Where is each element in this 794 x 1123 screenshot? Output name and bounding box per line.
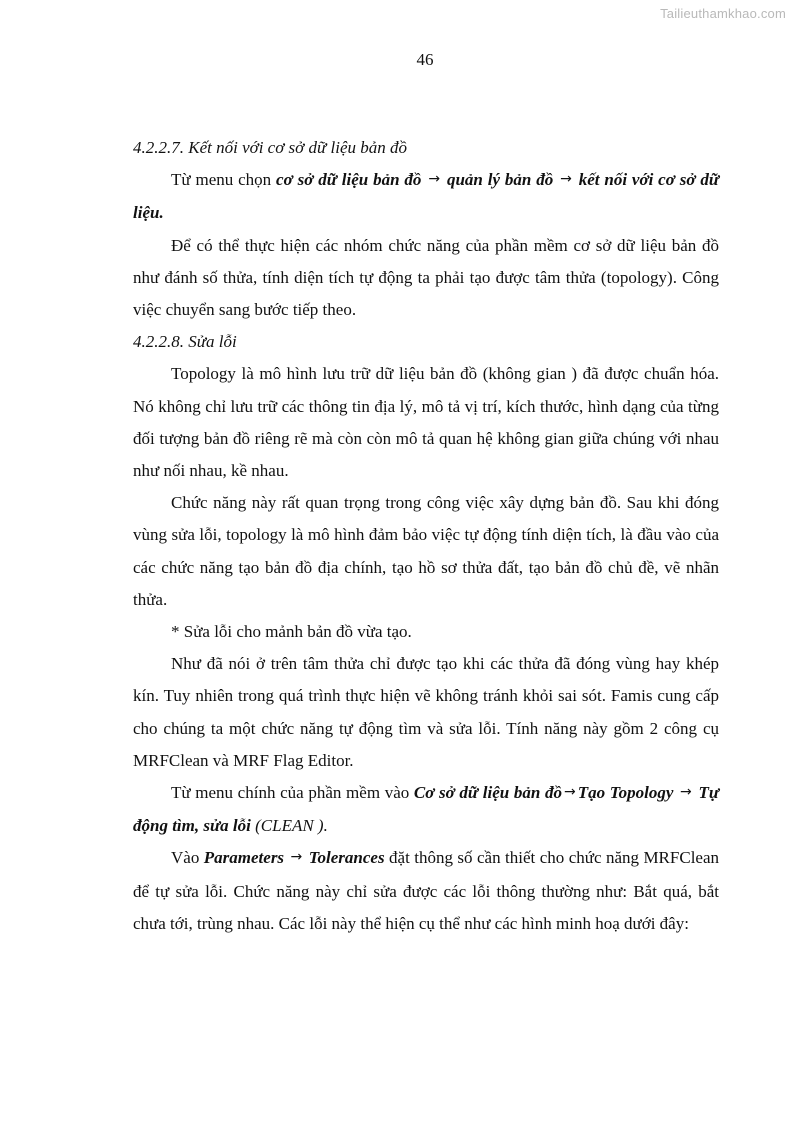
paragraph-famis-tools: Như đã nói ở trên tâm thửa chỉ được tạo khi các thửa đã đóng vùng hay khép kín. Tuy nhiên trong quá trình thực hiện vẽ không tránh khỏi sai sót. Famis cung cấp cho chúng ta một chức năng tự động tìm và sửa lỗi. Tính năng này gồm 2 công cụ MRFClean và MRF Flag Editor. [133, 654, 719, 770]
menu-path-item: cơ sở dữ liệu bản đồ [276, 170, 422, 190]
arrow-icon: → [290, 849, 303, 866]
menu-path-item: Parameters [203, 848, 285, 868]
text: (CLEAN ). [250, 816, 328, 836]
paragraph-menu-connect [133, 164, 719, 229]
arrow-icon: → [560, 171, 572, 188]
paragraph-parameters [133, 842, 719, 940]
text: đặt thông số cần thiết cho chức năng MRFClean để tự sửa lỗi. Chức năng này chỉ sửa được các lỗi thông thường như: Bắt quá, bắt chưa tới, trùng nhau. Các lỗi này thể hiện cụ thể như các hình minh hoạ dưới đây: [133, 848, 720, 933]
paragraph-function-importance: Chức năng này rất quan trọng trong công việc xây dựng bản đồ. Sau khi đóng vùng sửa lỗi, topology là mô hình đảm bảo việc tự động tính diện tích, là đầu vào của các chức năng tạo bản đồ địa chính, tạo hồ sơ thửa đất, tạo bản đồ chủ đề, vẽ nhãn thửa. [133, 493, 719, 609]
menu-path-item: Cơ sở dữ liệu bản đồ [413, 783, 562, 803]
arrow-icon: → [680, 784, 692, 801]
menu-path-item: quản lý bản đồ [446, 170, 554, 190]
menu-path-item: Tự động tìm, sửa lỗi [133, 783, 720, 836]
arrow-icon: → [428, 171, 441, 188]
page-content [133, 132, 719, 940]
page-number: 46 [416, 50, 434, 69]
paragraph-fix-note: * Sửa lỗi cho mảnh bản đồ vừa tạo. [171, 622, 412, 642]
text: Vào [171, 848, 204, 868]
menu-path-item: Tolerances [308, 848, 385, 868]
menu-path-item: kết nối với cơ sở dữ liệu. [133, 170, 720, 223]
paragraph-topology-definition: Topology là mô hình lưu trữ dữ liệu bản đồ (không gian ) đã được chuẩn hóa. Nó không chỉ lưu trữ các thông tin địa lý, mô tả vị trí, kích thước, hình dạng của từng đối tượng bản đồ riêng rẽ mà còn còn mô tả quan hệ không gian giữa chúng với nhau như nối nhau, kề nhau. [133, 364, 719, 481]
arrow-icon: → [564, 784, 576, 801]
text: Từ menu chọn [171, 170, 277, 190]
menu-path-item: Tạo Topology [577, 783, 674, 803]
text: Từ menu chính của phần mềm vào [171, 783, 414, 803]
paragraph-menu-clean [133, 777, 719, 842]
section-heading-4-2-2-7: 4.2.2.7. Kết nối với cơ sở dữ liệu bản đồ [133, 138, 407, 157]
watermark: Tailieuthamkhao.com [660, 6, 786, 21]
section-heading-4-2-2-8: 4.2.2.8. Sửa lỗi [133, 332, 237, 352]
paragraph-topology-intro: Để có thể thực hiện các nhóm chức năng của phần mềm cơ sở dữ liệu bản đồ như đánh số thửa, tính diện tích tự động ta phải tạo được tâm thửa (topology). Công việc chuyển sang bước tiếp theo. [133, 235, 719, 320]
